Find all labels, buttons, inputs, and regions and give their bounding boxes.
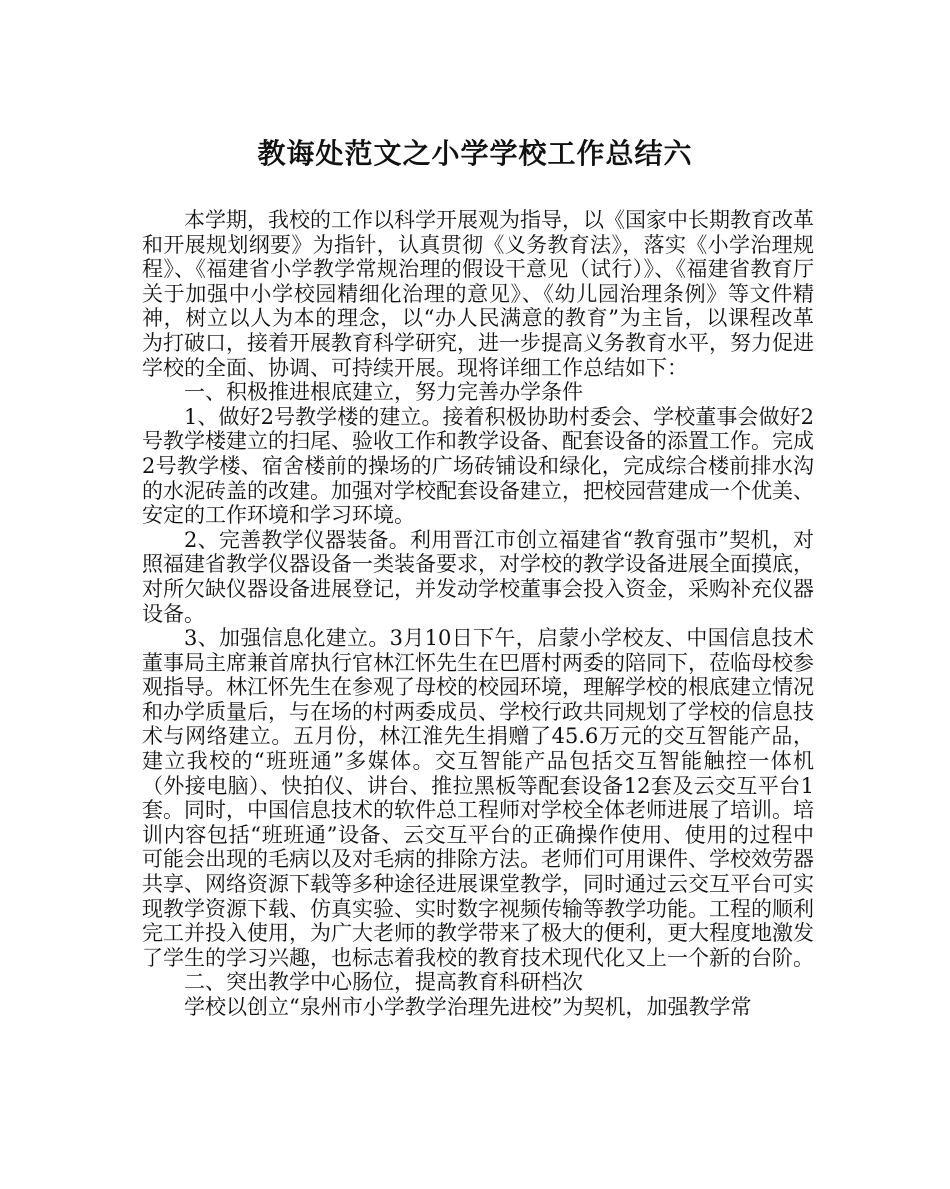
paragraph-building: 1、做好2号教学楼的建立。接着积极协助村委会、学校董事会做好2号教学楼建立的扫尾、验收工作和教学设备、配套设备的添置工作。完成2号教学楼、宿舍楼前的操场的广场砖铺设和绿化，完成综合楼前排水沟的水泥砖盖的改建。加强对学校配套设备建立，把校园营建成一个优美、安定的工作环境和学习环境。 xyxy=(142,404,814,528)
document-title: 教诲处范文之小学学校工作总结六 xyxy=(257,137,693,170)
document-body xyxy=(142,208,814,1020)
paragraph-informatization: 3、加强信息化建立。3月10日下午，启蒙小学校友、中国信息技术董事局主席兼首席执行官林江怀先生在巴厝村两委的陪同下，莅临母校参观指导。林江怀先生在参观了母校的校园环境，理解学校的根底建立情况和办学质量后，与在场的村两委成员、学校行政共同规划了学校的信息技术与网络建立。五月份，林江淮先生捐赠了45.6万元的交互智能产品，建立我校的“班班通”多媒体。交互智能产品包括交互智能触控一体机（外接电脑）、快拍仪、讲台、推拉黑板等配套设备12套及云交互平台1套。同时，中国信息技术的软件总工程师对学校全体老师进展了培训。培训内容包括“班班通”设备、云交互平台的正确操作使用、使用的过程中可能会出现的毛病以及对毛病的排除方法。老师们可用课件、学校效劳器共享、网络资源下载等多种途径进展课堂教学，同时通过云交互平台可实现教学资源下载、仿真实验、实时数字视频传输等教学功能。工程的顺利完工并投入使用，为广大老师的教学带来了极大的便利，更大程度地激发了学生的学习兴趣，也标志着我校的教育技术现代化又上一个新的台阶。 xyxy=(142,626,814,970)
paragraph-teaching: 学校以创立“泉州市小学教学治理先进校”为契机，加强教学常 xyxy=(184,995,752,1019)
paragraph-equipment: 2、完善教学仪器装备。利用晋江市创立福建省“教育强市”契机，对照福建省教学仪器设备一类装备要求，对学校的教学设备进展全面摸底，对所欠缺仪器设备进展登记，并发动学校董事会投入资金，采购补充仪器设备。 xyxy=(142,527,814,626)
section-heading-teaching: 二、突出教学中心肠位，提高教育科研档次 xyxy=(184,970,583,995)
section-heading-infrastructure: 一、积极推进根底建立，努力完善办学条件 xyxy=(184,380,583,405)
paragraph-intro: 本学期，我校的工作以科学开展观为指导，以《国家中长期教育改革和开展规划纲要》为指针，认真贯彻《义务教育法》，落实《小学治理规程》、《福建省小学教学常规治理的假设干意见（试行）》、《福建省教育厅关于加强中小学校园精细化治理的意见》、《幼儿园治理条例》等文件精神，树立以人为本的理念，以“办人民满意的教育”为主旨，以课程改革为打破口，接着开展教育科学研究，进一步提高义务教育水平，努力促进学校的全面、协调、可持续开展。现将详细工作总结如下： xyxy=(142,208,814,380)
